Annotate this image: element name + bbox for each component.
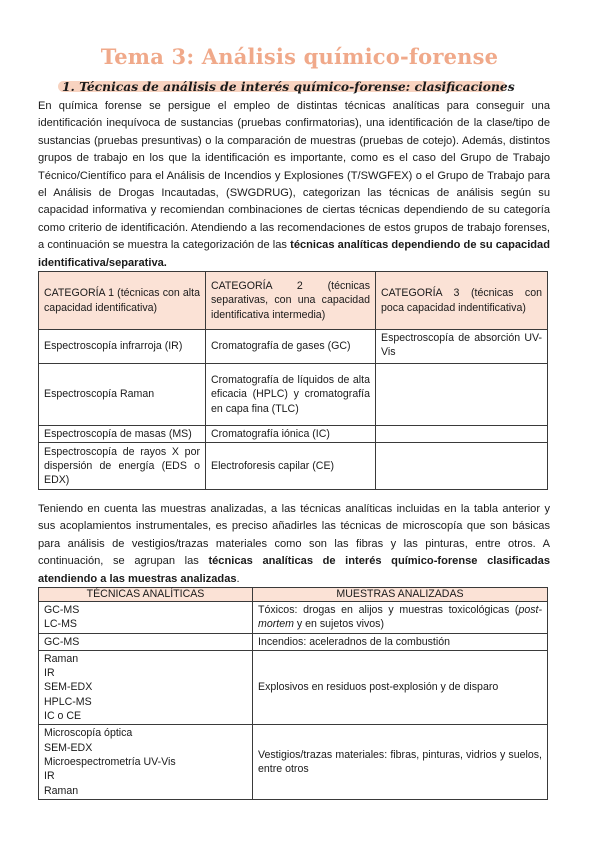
technique-item: HPLC-MS: [44, 695, 92, 708]
technique-item: IR: [44, 667, 55, 680]
samples-cell: Vestigios/trazas materiales: fibras, pinturas, vidrios y suelos, entre otros: [253, 725, 548, 799]
table-row: [39, 330, 548, 364]
table-row: [39, 443, 548, 490]
table-cell: [376, 426, 548, 443]
technique-item: LC-MS: [44, 618, 77, 631]
table-cell: Espectroscopía de rayos X por dispersión de energía (EDS o EDX): [39, 443, 206, 490]
header-category-2: CATEGORÍA 2 (técnicas separativas, con una capacidad identificativa intermedia): [206, 272, 376, 330]
technique-item: Microscopía óptica: [44, 727, 133, 740]
samples-paragraph: [38, 501, 550, 588]
technique-item: IR: [44, 770, 55, 783]
samples-cell: Explosivos en residuos post-explosión y de disparo: [253, 650, 548, 724]
technique-item: GC-MS: [44, 635, 80, 648]
page-title: Tema 3: Análisis químico-forense: [100, 44, 499, 69]
table-cell: Espectroscopía de absorción UV-Vis: [376, 330, 548, 364]
header-category-1: CATEGORÍA 1 (técnicas con alta capacidad identificativa): [39, 272, 206, 330]
table-row: [39, 602, 548, 634]
table-cell: [376, 443, 548, 490]
table-cell: Cromatografía de líquidos de alta eficacia (HPLC) y cromatografía en capa fina (TLC): [206, 364, 376, 426]
intro-paragraph: [38, 98, 550, 272]
table-row: [39, 725, 548, 799]
table-cell: Electroforesis capilar (CE): [206, 443, 376, 490]
section-heading: 1. Técnicas de análisis de interés químico-forense: clasificaciones: [62, 79, 515, 94]
table-row: [39, 426, 548, 443]
technique-item: IC o CE: [44, 710, 82, 723]
section-heading-block: [58, 79, 515, 95]
table-header-row: [39, 588, 548, 602]
techniques-cell: [39, 650, 253, 724]
header-category-3: CATEGORÍA 3 (técnicas con poca capacidad indentificativa): [376, 272, 548, 330]
samples-cell: [253, 602, 548, 634]
samples-paragraph-text: Teniendo en cuenta las muestras analizadas, a las técnicas analíticas incluidas en la tabla anterior y sus acoplamientos instrumentales, es preciso añadirles las técnicas de microscopía que son básicas para análisis de vestigios/trazas materiales como son las fibras y las pinturas, entre otros. A continuación, se agrupan las: [38, 503, 550, 568]
table-cell: Espectroscopía de masas (MS): [39, 426, 206, 443]
samples-text: Tóxicos: drogas en alijos y muestras toxicológicas (: [258, 604, 519, 616]
table-row: [39, 364, 548, 426]
samples-cell: Incendios: aceleradnos de la combustión: [253, 633, 548, 650]
table-cell: Espectroscopía Raman: [39, 364, 206, 426]
techniques-cell: [39, 602, 253, 634]
table-header-row: [39, 272, 548, 330]
techniques-cell: [39, 725, 253, 799]
samples-paragraph-end: .: [236, 572, 240, 585]
table-cell: Cromatografía iónica (IC): [206, 426, 376, 443]
header-samples: MUESTRAS ANALIZADAS: [253, 588, 548, 602]
samples-text-italic: post-mortem: [258, 604, 542, 631]
samples-table: [38, 587, 548, 800]
technique-item: Microespectrometría UV-Vis: [44, 755, 176, 768]
intro-paragraph-text: En química forense se persigue el empleo de distintas técnicas analíticas para conseguir una identificación inequívoca de sustancias (pruebas confirmatorias), una identificación de la clase/tipo de sustancias (pruebas presuntivas) o la comparación de muestras (pruebas de cotejo). Además, distintos grupos de trabajo en los que la identificación es importante, como es el caso del Grupo de Trabajo Técnico/Científico para el Análisis de Incendios y Explosiones (T/SWGFEX) o el Grupo de Trabajo para el Análisis de Drogas Incautadas, (SWGDRUG), categorizan las técnicas de análisis según su capacidad informativa y recomiendan combinaciones de ciertas técnicas dependiendo de su categoría como criterio de identificación. Atendiendo a las recomendaciones de estos grupos de trabajo forenses, a continuación se muestra la categorización de las: [38, 100, 550, 252]
samples-paragraph-bold: técnicas analíticas de interés químico-forense clasificadas atendiendo a las muestras analizadas: [38, 555, 550, 585]
technique-item: Raman: [44, 652, 79, 665]
technique-item: SEM-EDX: [44, 681, 93, 694]
table-row: [39, 650, 548, 724]
table-cell: Cromatografía de gases (GC): [206, 330, 376, 364]
table-cell: [376, 364, 548, 426]
header-techniques: TÉCNICAS ANALÍTICAS: [39, 588, 253, 602]
table-cell: Espectroscopía infrarroja (IR): [39, 330, 206, 364]
intro-paragraph-bold: técnicas analíticas dependiendo de su capacidad identificativa/separativa.: [38, 239, 551, 269]
technique-item: SEM-EDX: [44, 741, 93, 754]
technique-item: Raman: [44, 784, 79, 797]
samples-text: y en sujetos vivos): [293, 618, 384, 631]
table-row: [39, 633, 548, 650]
category-table: [38, 271, 548, 490]
technique-item: GC-MS: [44, 604, 80, 616]
techniques-cell: [39, 633, 253, 650]
